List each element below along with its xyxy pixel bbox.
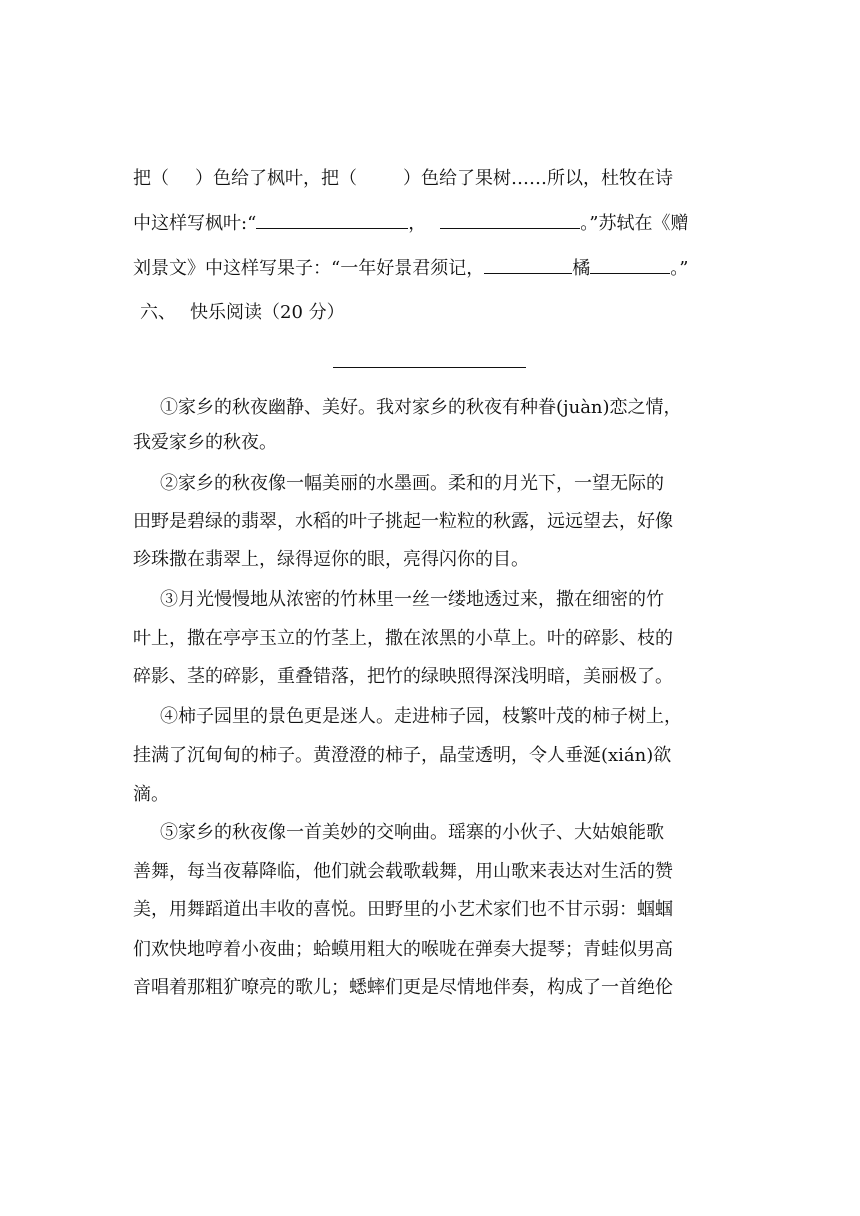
answer-blank[interactable] (484, 255, 572, 274)
paragraph-5-line: 音唱着那粗犷嘹亮的歌儿；蟋蟀们更是尽情地伴奏，构成了一首绝伦 (133, 977, 673, 998)
intro-text: 。”苏轼在《赠 (580, 213, 689, 234)
title-blank[interactable] (333, 367, 526, 368)
answer-blank[interactable] (256, 210, 408, 229)
intro-text: 刘景文》中这样写果子：“一年好景君须记， (133, 258, 485, 279)
intro-text: ， (408, 213, 427, 234)
intro-line-1 (133, 164, 673, 194)
answer-blank[interactable] (440, 210, 580, 229)
paragraph-3-line: 碎影、茎的碎影，重叠错落，把竹的绿映照得深浅明暗，美丽极了。 (133, 666, 673, 687)
paragraph-5-line: ⑤家乡的秋夜像一首美妙的交响曲。瑶寨的小伙子、大姑娘能歌 (160, 822, 664, 843)
section-heading (140, 298, 345, 328)
answer-blank[interactable] (590, 255, 670, 274)
paragraph-2-line: 田野是碧绿的翡翠，水稻的叶子挑起一粒粒的秋露，远远望去，好像 (133, 511, 673, 532)
paragraph-3-line: 叶上，撒在亭亭玉立的竹茎上，撒在浓黑的小草上。叶的碎影、枝的 (133, 628, 673, 649)
intro-text: ）色给了枫叶，把（ (195, 168, 357, 189)
paragraph-4-line: ④柿子园里的景色更是迷人。走进柿子园，枝繁叶茂的柿子树上， (160, 706, 682, 727)
paragraph-2-line: 珍珠撒在翡翠上，绿得逗你的眼，亮得闪你的目。 (133, 549, 529, 570)
intro-line-2 (133, 209, 688, 239)
intro-text: ）色给了果树……所以，杜牧在诗 (403, 168, 673, 189)
paragraph-4-line: 滴。 (133, 784, 169, 805)
paragraph-4-line: 挂满了沉甸甸的柿子。黄澄澄的柿子，晶莹透明，令人垂涎(xián)欲 (133, 745, 672, 766)
paragraph-5-line: 美，用舞蹈道出丰收的喜悦。田野里的小艺术家们也不甘示弱：蝈蝈 (133, 899, 673, 920)
paragraph-2-line: ②家乡的秋夜像一幅美丽的水墨画。柔和的月光下，一望无际的 (160, 473, 664, 494)
intro-text: 把（ (133, 168, 169, 189)
paragraph-5-line: 们欢快地哼着小夜曲；蛤蟆用粗大的喉咙在弹奏大提琴；青蛙似男高 (133, 939, 673, 960)
intro-line-3 (133, 254, 688, 284)
section-title: 快乐阅读（20 分） (190, 302, 345, 323)
intro-text: 。” (670, 258, 689, 279)
paragraph-1-line: ①家乡的秋夜幽静、美好。我对家乡的秋夜有种眷(juàn)恋之情， (160, 397, 682, 418)
section-number: 六、 (140, 302, 176, 323)
paragraph-3-line: ③月光慢慢地从浓密的竹林里一丝一缕地透过来，撒在细密的竹 (160, 589, 664, 610)
intro-text: 中这样写枫叶:“ (133, 213, 257, 234)
intro-text: 橘 (572, 258, 591, 279)
paragraph-5-line: 善舞，每当夜幕降临，他们就会载歌载舞，用山歌来表达对生活的赞 (133, 861, 673, 882)
paragraph-1-line: 我爱家乡的秋夜。 (133, 432, 277, 453)
